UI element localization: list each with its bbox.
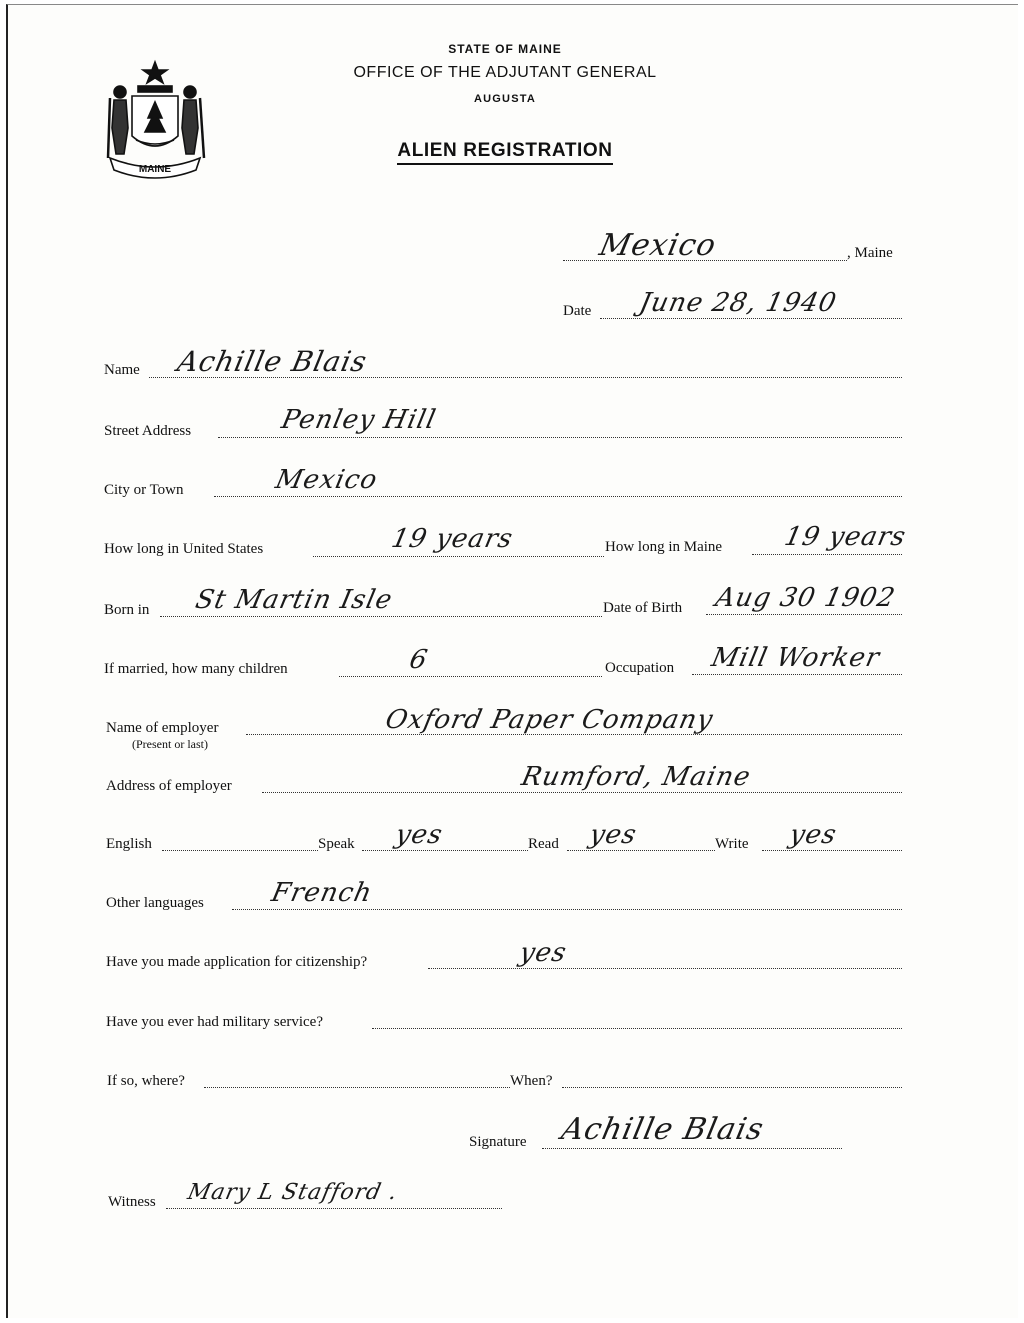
town-value: Mexico — [596, 228, 720, 263]
read-label: Read — [528, 836, 559, 852]
city-value: Mexico — [272, 465, 381, 495]
city-line — [214, 496, 902, 497]
employer-address-value: Rumford, Maine — [518, 762, 754, 792]
svg-text:MAINE: MAINE — [138, 164, 172, 175]
date-value: June 28, 1940 — [636, 288, 840, 318]
citizenship-label: Have you made application for citizenship? — [106, 954, 368, 970]
signature-line — [542, 1148, 842, 1149]
employer-value: Oxford Paper Company — [382, 705, 717, 735]
street-line — [218, 437, 902, 438]
occupation-line — [692, 674, 902, 675]
witness-value: Mary L Stafford . — [185, 1180, 400, 1205]
english-label: English — [106, 836, 152, 852]
write-label: Write — [715, 836, 749, 852]
speak-label: Speak — [318, 836, 355, 852]
born-line — [160, 616, 602, 617]
where-line — [204, 1087, 510, 1088]
languages-line — [232, 909, 902, 910]
write-line — [762, 850, 902, 851]
employer-address-label: Address of employer — [106, 778, 232, 794]
signature-label: Signature — [469, 1134, 527, 1150]
signature-value: Achille Blais — [558, 1112, 768, 1147]
name-label: Name — [104, 362, 140, 378]
street-label: Street Address — [104, 423, 192, 439]
city-label: City or Town — [104, 482, 184, 498]
occupation-value: Mill Worker — [708, 643, 883, 673]
town-suffix: , Maine — [847, 245, 893, 261]
maine-duration-line — [752, 554, 902, 555]
read-value: yes — [586, 820, 640, 850]
citizenship-line — [428, 968, 902, 969]
when-line — [562, 1087, 902, 1088]
write-value: yes — [786, 820, 840, 850]
witness-line — [166, 1208, 502, 1209]
maine-duration-label: How long in Maine — [605, 539, 723, 555]
born-label: Born in — [104, 602, 150, 618]
employer-sublabel: (Present or last) — [132, 737, 208, 751]
when-label: When? — [510, 1073, 553, 1089]
street-value: Penley Hill — [278, 405, 439, 435]
children-label: If married, how many children — [104, 661, 288, 677]
us-duration-label: How long in United States — [104, 541, 264, 557]
english-line — [162, 850, 318, 851]
dob-label: Date of Birth — [603, 600, 683, 616]
citizenship-value: yes — [516, 938, 570, 968]
dob-value: Aug 30 1902 — [712, 583, 899, 613]
where-label: If so, where? — [107, 1073, 185, 1089]
name-value: Achille Blais — [174, 345, 371, 378]
header-office: OFFICE OF THE ADJUTANT GENERAL — [353, 64, 657, 81]
dob-line — [706, 614, 902, 615]
children-line — [339, 676, 602, 677]
speak-line — [362, 850, 528, 851]
form-title: ALIEN REGISTRATION — [0, 140, 1010, 162]
languages-value: French — [268, 878, 376, 908]
header-state: STATE OF MAINE — [448, 42, 562, 56]
children-value: 6 — [406, 645, 431, 675]
date-label: Date — [563, 303, 592, 319]
military-line — [372, 1028, 902, 1029]
read-line — [567, 850, 715, 851]
occupation-label: Occupation — [605, 660, 675, 676]
date-line — [600, 318, 902, 319]
employer-address-line — [262, 792, 902, 793]
witness-label: Witness — [108, 1194, 156, 1210]
languages-label: Other languages — [106, 895, 204, 911]
speak-value: yes — [392, 820, 446, 850]
header-city: AUGUSTA — [474, 93, 536, 105]
maine-duration-value: 19 years — [781, 522, 909, 552]
born-value: St Martin Isle — [192, 585, 396, 615]
employer-label: Name of employer — [106, 720, 219, 736]
us-duration-line — [313, 556, 604, 557]
us-duration-value: 19 years — [388, 524, 516, 554]
military-label: Have you ever had military service? — [106, 1014, 323, 1030]
